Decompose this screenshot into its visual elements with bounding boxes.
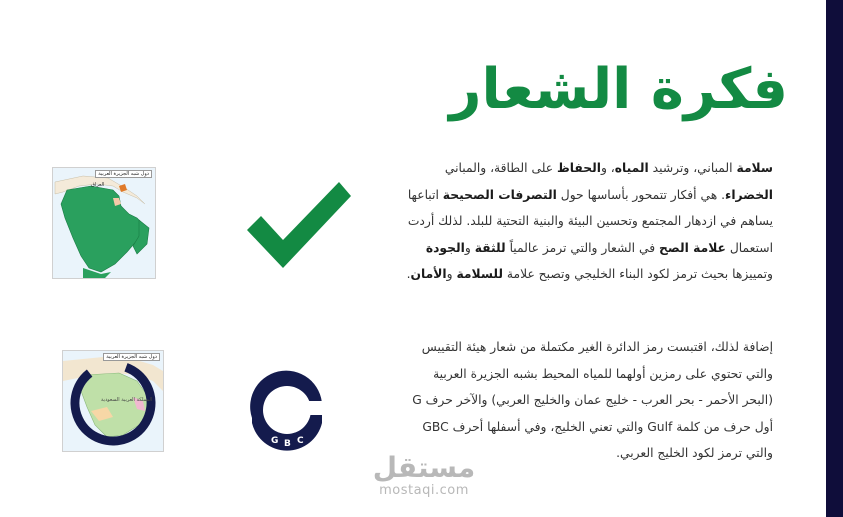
bold-water: المياه bbox=[614, 161, 649, 175]
text-run: المباني، وترشيد bbox=[648, 161, 737, 175]
bold-quality: الجودة bbox=[425, 240, 465, 255]
text-run: . bbox=[406, 267, 411, 281]
text-run: على الطاقة، والمباني bbox=[444, 161, 558, 175]
watermark-latin: mostaqi.com bbox=[379, 483, 469, 498]
text-run: اتباعها يساهم في ازدهار المجتمع وتحسين البيئة والبنية التحتية للبلد. لذلك أردت استعمال bbox=[407, 187, 773, 255]
gbc-logo bbox=[240, 363, 333, 456]
page-title: فكرة الشعار bbox=[449, 57, 788, 122]
map-region-label: المملكة العربية السعودية bbox=[101, 397, 153, 403]
bold-green: الخضراء bbox=[725, 187, 773, 202]
text-run: في الشعار والتي ترمز عالمياً bbox=[505, 240, 660, 255]
watermark-arabic: مستقل bbox=[372, 451, 476, 484]
logo-letter-g: G bbox=[271, 436, 279, 446]
peninsula-circle-logo bbox=[62, 350, 164, 452]
watermark bbox=[368, 452, 480, 498]
bold-safety: سلامة bbox=[736, 161, 773, 175]
map-label: دول شبه الجزيرة العربية bbox=[103, 353, 160, 361]
text-run: . هي أفكار تتمحور بأساسها حول bbox=[556, 187, 726, 202]
bold-check-mark: علامة الصح bbox=[659, 240, 726, 255]
check-mark-icon bbox=[245, 178, 353, 270]
text-run: و bbox=[464, 240, 475, 255]
bold-trust: للثقة bbox=[474, 240, 506, 255]
bold-security: الأمان bbox=[410, 267, 447, 281]
right-edge-band bbox=[826, 0, 843, 517]
logo-letter-b: B bbox=[284, 439, 291, 449]
paragraph-logo-idea bbox=[401, 155, 773, 288]
bold-correct-behaviors: التصرفات الصحيحة bbox=[442, 187, 557, 202]
text-run: ، و bbox=[600, 161, 615, 175]
text-run: و bbox=[446, 267, 457, 281]
map-label: دول شبه الجزيرة العربية bbox=[95, 170, 152, 178]
arabian-peninsula-map bbox=[52, 167, 156, 279]
bold-preserve: الحفاظ bbox=[557, 161, 601, 175]
logo-letter-c: C bbox=[297, 436, 304, 446]
map-place-label: العراق bbox=[91, 182, 105, 188]
text-run: وتمييزها بحيث ترمز لكود البناء الخليجي وتصبح علامة bbox=[503, 267, 773, 281]
paragraph-circle-symbol: إضافة لذلك، اقتبست رمز الدائرة الغير مكتملة من شعار هيئة التقييس والتي تحتوي على رمزين أولهما للمياه المحيط بشبه الجزيرة العربية (البحر الأحمر - بحر العرب - خليج عمان والخليج العربي) والآخر حرف G أول حرف من كلمة Gulf والتي تعني الخليج، وفي أسفلها أحرف GBC والتي ترمز لكود الخليج العربي. bbox=[412, 340, 773, 460]
bold-safety-2: للسلامة bbox=[456, 267, 504, 281]
